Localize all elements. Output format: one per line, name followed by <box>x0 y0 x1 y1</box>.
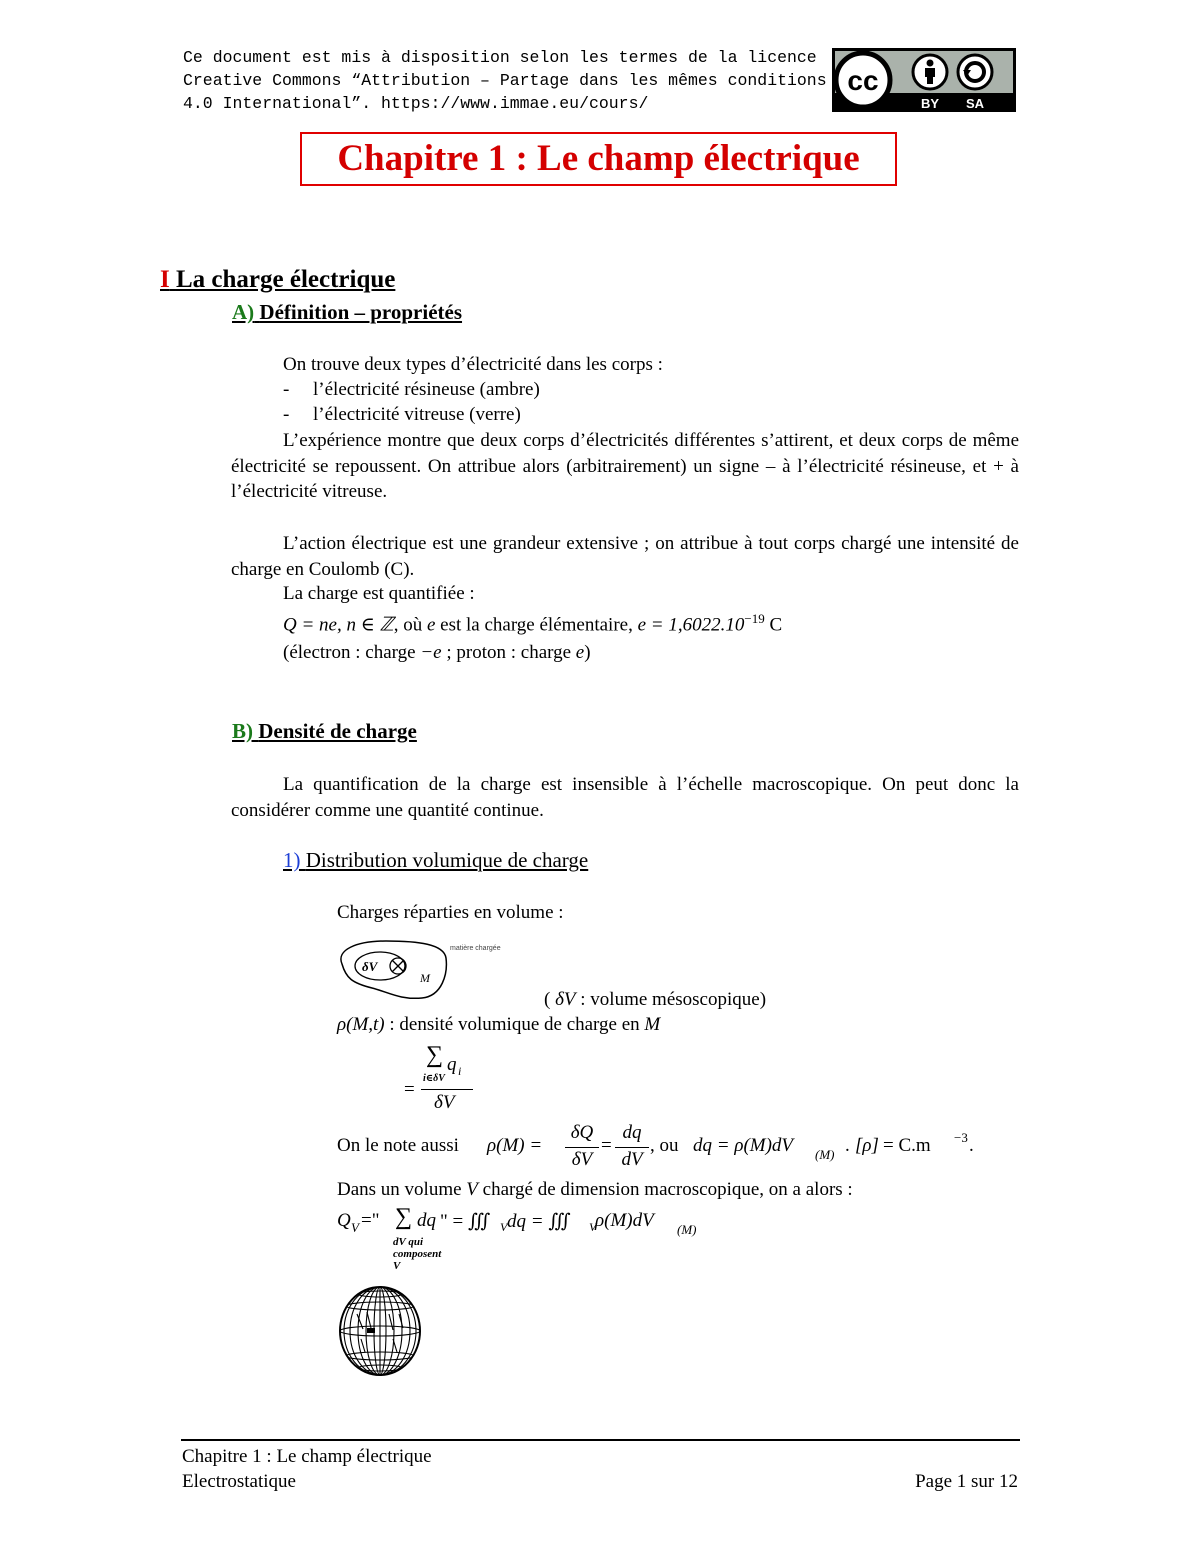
denominator: δV <box>434 1092 455 1113</box>
formula-value: e = 1,6022.10 <box>637 614 745 636</box>
total-charge-symbol: Q <box>337 1210 351 1231</box>
paragraph: L’action électrique est une grandeur extensive ; on attribue à tout corps chargé une intensité de charge en Coulomb (C). <box>231 533 1019 580</box>
integral-domain: V <box>589 1220 597 1234</box>
paragraph: La quantification de la charge est insensible à l’échelle macroscopique. On peut donc la considérer comme une quantité continue. <box>231 774 1019 821</box>
subsection-b-heading <box>232 719 417 744</box>
fraction-denominator: δV <box>571 1149 593 1170</box>
list-item-text: l’électricité vitreuse (verre) <box>313 404 521 425</box>
by-label: BY <box>920 96 940 111</box>
rho-symbol: ρ(M,t) <box>337 1014 385 1035</box>
charge-note <box>283 642 591 664</box>
total-charge-subscript: V <box>351 1220 359 1235</box>
rho-dimension: [ρ] <box>855 1135 879 1156</box>
volume-symbol: V <box>466 1179 478 1200</box>
note-text: : volume mésoscopique) <box>575 989 767 1010</box>
paragraph: L’expérience montre que deux corps d’électricités différentes s’attirent, et deux corps de même électricité se repoussent. On attribue alors (arbitrairement) un signe – à l’électricité résineuse, et + à l’électricité vitreuse. <box>231 430 1019 502</box>
paragraph: La charge est quantifiée : <box>283 583 475 604</box>
notation-text: , ou <box>650 1135 679 1156</box>
by-icon <box>913 55 947 89</box>
formula-text: , où <box>393 614 427 636</box>
integral-domain: V <box>500 1220 508 1234</box>
subsubsection-heading <box>283 848 588 873</box>
svg-text:cc: cc <box>847 65 879 96</box>
volume-blob-figure <box>334 938 534 1002</box>
note-text: ) <box>584 642 591 663</box>
subsection-number: B) <box>232 719 253 743</box>
mesoscopic-note <box>544 989 766 1011</box>
proton-charge: e <box>575 642 585 663</box>
fraction-numerator: dq <box>622 1122 642 1143</box>
chapter-title-box <box>300 132 897 186</box>
license-line: 4.0 International”. https://www.immae.eu/cours/ <box>183 94 649 113</box>
paragraph-text: chargé de dimension macroscopique, on a alors : <box>477 1179 853 1200</box>
section-title: La charge électrique <box>175 266 396 293</box>
paragraph: Charges réparties en volume : <box>337 902 564 923</box>
list-item: - l’électricité résineuse (ambre) <box>283 379 540 400</box>
fraction-numerator: δQ <box>570 1122 594 1143</box>
subsection-title: Densité de charge <box>258 719 417 743</box>
sa-label: SA <box>965 96 985 111</box>
cc-icon <box>836 53 890 107</box>
density-definition <box>337 1014 660 1036</box>
formula-symbol: e <box>426 614 436 636</box>
definition-text: : densité volumique de charge en <box>384 1014 645 1035</box>
formula-text: dq = ∭ <box>507 1211 571 1232</box>
fraction-bar <box>421 1089 473 1090</box>
fraction-bar <box>565 1147 599 1148</box>
fraction-bar <box>615 1147 649 1148</box>
subsection-title: Définition – propriétés <box>259 300 463 324</box>
sum-symbol: ∑ <box>395 1204 413 1230</box>
total-charge-formula <box>337 1206 737 1276</box>
list-item-text: l’électricité résineuse (ambre) <box>313 379 540 400</box>
paragraph-text: Dans un volume <box>337 1179 467 1200</box>
formula-quantification: Q = ne, n ∈ ℤ <box>283 614 394 636</box>
rho-expression: ρ(M)dV <box>595 1210 654 1231</box>
subsection-a-heading <box>232 300 462 325</box>
density-sum-formula <box>404 1042 484 1116</box>
charge-formula <box>283 611 782 636</box>
chapter-title: Chapitre 1 : Le champ électrique <box>337 138 860 179</box>
meshed-sphere-figure <box>337 1284 423 1378</box>
sum-symbol: ∑ <box>426 1042 444 1068</box>
charge-index: i <box>458 1064 462 1078</box>
dq-subscript: (M) <box>815 1147 835 1162</box>
dq-symbol: dq <box>417 1210 436 1231</box>
paragraph: On trouve deux types d’électricité dans les corps : <box>283 354 663 375</box>
equals-sign: = <box>601 1135 612 1156</box>
notation-text: On le note aussi <box>337 1135 459 1156</box>
notation-text: . <box>969 1135 974 1156</box>
note-text: ( <box>544 989 556 1010</box>
formula-unit: C <box>764 614 783 636</box>
section-number: I <box>160 266 170 293</box>
cc-by-sa-badge <box>832 48 1016 112</box>
license-line: Creative Commons “Attribution – Partage dans les mêmes conditions <box>183 71 827 90</box>
unit-exponent: −3 <box>954 1130 968 1145</box>
footer-divider <box>181 1439 1020 1441</box>
list-item: - l’électricité vitreuse (verre) <box>283 404 521 425</box>
volume-diagram <box>334 938 534 1002</box>
dq-expression: dq = ρ(M)dV <box>693 1135 794 1156</box>
dv-subscript: (M) <box>677 1222 697 1237</box>
diagram-matter-label: matière chargée <box>450 945 501 952</box>
license-notice <box>183 46 827 115</box>
note-text: (électron : charge <box>283 642 421 663</box>
formula-exponent: −19 <box>744 611 765 626</box>
rho-expression: ρ(M) = <box>487 1135 543 1156</box>
paragraph <box>337 1179 853 1201</box>
section-heading <box>160 266 395 294</box>
footer-course: Electrostatique <box>182 1471 296 1492</box>
point-symbol: M <box>644 1014 661 1035</box>
cc-badge-graphic <box>832 48 1016 112</box>
fraction-denominator: dV <box>621 1149 643 1170</box>
subsubsection-title: Distribution volumique de charge <box>305 848 589 872</box>
notation-text: . <box>845 1135 850 1156</box>
sa-icon <box>958 55 992 89</box>
license-line: Ce document est mis à disposition selon les termes de la licence <box>183 48 817 67</box>
footer-chapter: Chapitre 1 : Le champ électrique <box>182 1446 432 1467</box>
formula-text: est la charge élémentaire, <box>435 614 638 636</box>
sphere-volume-diagram <box>337 1284 423 1378</box>
diagram-m-label: M <box>420 971 430 985</box>
page-number: Page 1 sur 12 <box>915 1471 1018 1492</box>
subsection-number: A) <box>232 300 255 324</box>
sum-subscript: V <box>393 1260 401 1272</box>
sum-subscript: i∈δV <box>423 1073 445 1084</box>
formula-text: =" <box>361 1210 380 1231</box>
unit-text: = C.m <box>883 1135 931 1156</box>
formula-text: " = ∭ <box>440 1211 491 1232</box>
electron-charge: −e <box>420 642 442 663</box>
equals-sign: = <box>404 1079 415 1100</box>
diagram-dv-label: δV <box>362 959 378 974</box>
note-text: ; proton : charge <box>441 642 576 663</box>
sum-subscript: composent <box>393 1248 442 1260</box>
note-symbol: δV <box>555 989 576 1010</box>
sum-subscript: dV qui <box>393 1236 424 1248</box>
subsubsection-number: 1) <box>283 848 301 872</box>
density-notation <box>337 1122 1027 1178</box>
charge-symbol: q <box>447 1054 457 1075</box>
